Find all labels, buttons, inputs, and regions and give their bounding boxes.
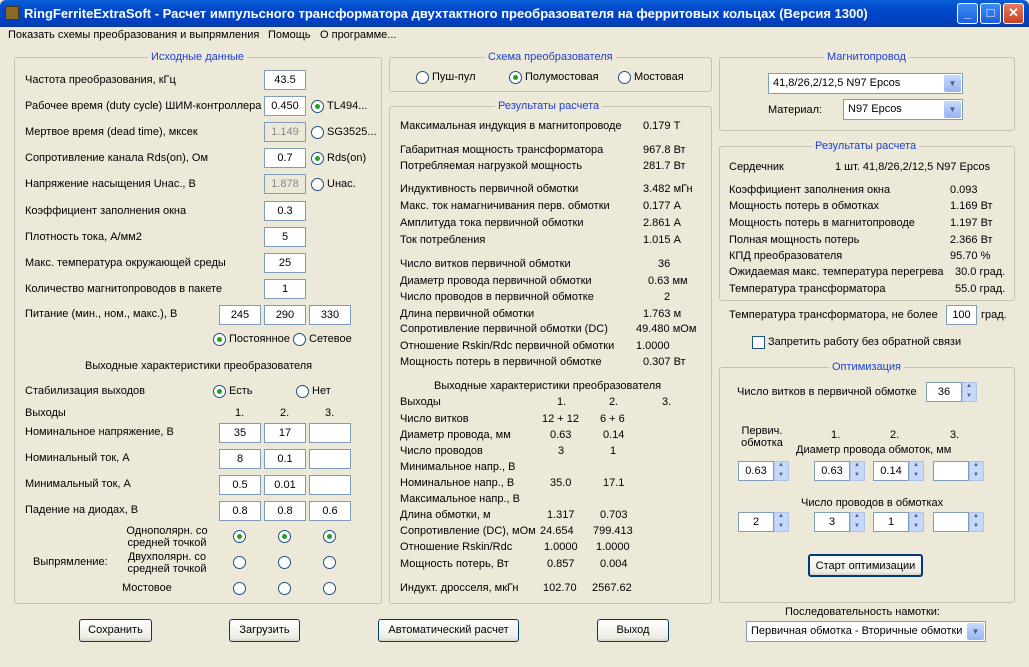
- vnom-1-input[interactable]: 35: [219, 423, 261, 443]
- core-result-label: Полная мощность потерь: [729, 234, 860, 246]
- result-value: 36: [658, 258, 671, 270]
- temp-limit-unit: град.: [981, 309, 1007, 321]
- diam-1-input[interactable]: 0.63: [814, 461, 850, 481]
- rds-opt-label: Rds(on): [327, 152, 367, 164]
- core-result-value: 1.169 Вт: [950, 200, 993, 212]
- diam-3-input[interactable]: [933, 461, 969, 481]
- usat-label: Напряжение насыщения Uнас., В: [25, 178, 196, 190]
- inom-3-input[interactable]: [309, 449, 351, 469]
- density-label: Плотность тока, А/мм2: [25, 231, 142, 243]
- wires-1-spinner[interactable]: [850, 512, 865, 532]
- imin-1-input[interactable]: 0.5: [219, 475, 261, 495]
- diam-2-input[interactable]: 0.14: [873, 461, 909, 481]
- vnom-label: Номинальное напряжение, В: [25, 426, 174, 438]
- diam-label: Диаметр провода обмоток, мм: [796, 444, 952, 456]
- out-row-label: Номинальное напр., В: [400, 477, 515, 489]
- supply-max-input[interactable]: 330: [309, 305, 351, 325]
- core-result-value: 0.093: [950, 184, 978, 196]
- vnom-3-input[interactable]: [309, 423, 351, 443]
- diam-3-spinner[interactable]: [969, 461, 984, 481]
- maximize-button[interactable]: □: [980, 3, 1001, 24]
- wires-3-spinner[interactable]: [969, 512, 984, 532]
- inom-2-input[interactable]: 0.1: [264, 449, 306, 469]
- core-results-title: Результаты расчета: [812, 140, 919, 152]
- imin-label: Минимальный ток, А: [25, 478, 131, 490]
- out-value-2: 6 + 6: [600, 413, 625, 425]
- start-optimization-button[interactable]: Старт оптимизации: [808, 554, 923, 577]
- results-output-title: Выходные характеристики преобразователя: [434, 380, 662, 392]
- out-row-label: Отношение Rskin/Rdc: [400, 541, 513, 553]
- dead-label: Мертвое время (dead time), мксек: [25, 126, 198, 138]
- result-label: Ток потребления: [400, 234, 486, 246]
- vdrop-3-input[interactable]: 0.6: [309, 501, 351, 521]
- core-result-label: КПД преобразователя: [729, 250, 843, 262]
- out-value-1: 102.70: [543, 582, 577, 594]
- duty-input[interactable]: 0.450: [264, 96, 306, 116]
- density-input[interactable]: 5: [264, 227, 306, 247]
- rect3-out1-radio[interactable]: [233, 582, 246, 595]
- core-result-value: 95.70 %: [950, 250, 991, 262]
- rect1-out1-radio[interactable]: [233, 530, 246, 543]
- material-label: Материал:: [768, 104, 823, 116]
- tl494-radio[interactable]: [311, 100, 324, 113]
- dead-input: 1.149: [264, 122, 306, 142]
- out-value-2: 17.1: [603, 477, 625, 489]
- result-label: Отношение Rskin/Rdc первичной обмотки: [400, 340, 615, 352]
- out-value-2: 2567.62: [592, 582, 632, 594]
- result-value: 0.177 А: [643, 200, 681, 212]
- inom-1-input[interactable]: 8: [219, 449, 261, 469]
- scheme-title: Схема преобразователя: [485, 51, 616, 63]
- out-row-label: Сопротивление (DC), мОм: [400, 525, 536, 537]
- results-title: Результаты расчета: [495, 100, 602, 112]
- vdrop-label: Падение на диодах, В: [25, 504, 139, 516]
- ac-label: Сетевое: [309, 333, 352, 345]
- freq-input[interactable]: 43.5: [264, 70, 306, 90]
- result-label: Сопротивление первичной обмотки (DC): [400, 323, 608, 335]
- core-result-label: Сердечник: [729, 161, 784, 173]
- out-row-label: Индукт. дросселя, мкГн: [400, 582, 519, 594]
- rect1-out2-radio[interactable]: [278, 530, 291, 543]
- temp-limit-label: Температура трансформатора, не более: [729, 309, 938, 321]
- optim-col-1: 1.: [831, 429, 841, 441]
- app-icon: [5, 6, 19, 20]
- out-row-label: Мощность потерь, Вт: [400, 558, 509, 570]
- rds-input[interactable]: 0.7: [264, 148, 306, 168]
- core-result-label: Мощность потерь в обмотках: [729, 200, 879, 212]
- result-label: Число витков первичной обмотки: [400, 258, 571, 270]
- usat-input: 1.878: [264, 174, 306, 194]
- vnom-2-input[interactable]: 17: [264, 423, 306, 443]
- title-bar: [0, 0, 1029, 27]
- supply-min-input[interactable]: 245: [219, 305, 261, 325]
- core-result-value: 1 шт. 41,8/26,2/12,5 N97 Epcos: [835, 161, 991, 173]
- wires-2-spinner[interactable]: [909, 512, 924, 532]
- core-result-value: 2.366 Вт: [950, 234, 993, 246]
- fill-input[interactable]: 0.3: [264, 201, 306, 221]
- core-result-label: Температура трансформатора: [729, 283, 886, 295]
- output-results-table: [400, 396, 700, 596]
- rect-label: Выпрямление:: [33, 556, 108, 568]
- core-result-label: Мощность потерь в магнитопроводе: [729, 217, 915, 229]
- menu-show-schemes[interactable]: Показать схемы преобразования и выпрямления: [8, 29, 260, 41]
- result-label: Макс. ток намагничивания перв. обмотки: [400, 200, 610, 212]
- cores-label: Количество магнитопроводов в пакете: [25, 283, 222, 295]
- rect-opt1-label: Однополярн. со средней точкой: [126, 525, 208, 549]
- freq-label: Частота преобразования, кГц: [25, 74, 176, 86]
- out-value-2: 1: [610, 445, 617, 457]
- stab-yes-radio[interactable]: [213, 385, 226, 398]
- pushpull-label: Пуш-пул: [432, 71, 476, 83]
- out-row-label: Длина обмотки, м: [400, 509, 491, 521]
- rect1-out3-radio[interactable]: [323, 530, 336, 543]
- rect2-out1-radio[interactable]: [233, 556, 246, 569]
- vdrop-1-input[interactable]: 0.8: [219, 501, 261, 521]
- winding-seq-label: Последовательность намотки:: [785, 606, 940, 618]
- optim-turns-input[interactable]: 36: [926, 382, 962, 402]
- ac-radio[interactable]: [293, 333, 306, 346]
- result-value: 0.63 мм: [648, 275, 688, 287]
- core-result-label: Ожидаемая макс. температура перегрева: [729, 266, 944, 278]
- tl494-label: TL494...: [327, 100, 368, 112]
- col-3: 3.: [325, 407, 335, 419]
- dc-radio[interactable]: [213, 333, 226, 346]
- diam-1-spinner[interactable]: [850, 461, 865, 481]
- out-row-label: Диаметр провода, мм: [400, 429, 511, 441]
- input-data-title: Исходные данные: [148, 51, 247, 63]
- usat-radio[interactable]: [311, 178, 324, 191]
- result-label: Индуктивность первичной обмотки: [400, 183, 579, 195]
- stab-no-label: Нет: [312, 385, 331, 397]
- material-select-value: N97 Epcos: [848, 103, 902, 115]
- core-result-value: 55.0 град.: [955, 283, 1006, 295]
- out-value-1: 24.654: [540, 525, 574, 537]
- exit-button[interactable]: Выход: [597, 619, 669, 642]
- result-value: 1.763 м: [643, 308, 682, 320]
- out-value-1: 1.0000: [544, 541, 578, 553]
- sg3525-radio[interactable]: [311, 126, 324, 139]
- optim-col-3: 3.: [950, 429, 960, 441]
- save-button[interactable]: Сохранить: [79, 619, 152, 642]
- out-row-label: Максимальное напр., В: [400, 493, 520, 505]
- result-value: 49.480 мОм: [636, 323, 697, 335]
- out-value-1: 12 + 12: [542, 413, 580, 425]
- chevron-down-icon: ▼: [967, 623, 984, 640]
- stab-label: Стабилизация выходов: [25, 385, 145, 397]
- rds-radio[interactable]: [311, 152, 324, 165]
- imin-2-input[interactable]: 0.01: [264, 475, 306, 495]
- cores-input[interactable]: 1: [264, 279, 306, 299]
- auto-calc-button[interactable]: Автоматический расчет: [378, 619, 519, 642]
- out-value-2: 0.14: [603, 429, 625, 441]
- out-row-label: Выходы: [400, 396, 441, 408]
- out-value-2: 1.0000: [596, 541, 630, 553]
- halfbridge-radio[interactable]: [509, 71, 522, 84]
- result-label: Габаритная мощность трансформатора: [400, 144, 604, 156]
- menu-bar: [0, 27, 1029, 45]
- fill-label: Коэффициент заполнения окна: [25, 205, 187, 217]
- inom-label: Номинальный ток, А: [25, 452, 130, 464]
- supply-nom-input[interactable]: 290: [264, 305, 306, 325]
- pushpull-radio[interactable]: [416, 71, 429, 84]
- chevron-down-icon: ▼: [944, 101, 961, 118]
- result-label: Максимальная индукция в магнитопроводе: [400, 120, 622, 132]
- result-label: Диаметр провода первичной обмотки: [400, 275, 592, 287]
- out-value-1: 1.317: [547, 509, 575, 521]
- rect-opt2-label: Двухполярн. со средней точкой: [127, 551, 207, 575]
- output-char-title: Выходные характеристики преобразователя: [85, 360, 313, 372]
- no-feedback-label: Запретить работу без обратной связи: [768, 336, 962, 348]
- optim-turns-label: Число витков в первичной обмотке: [737, 386, 917, 398]
- load-button[interactable]: Загрузить: [229, 619, 300, 642]
- optim-col-2: 2.: [890, 429, 900, 441]
- result-value: 3.482 мГн: [643, 183, 693, 195]
- bridge-radio[interactable]: [618, 71, 631, 84]
- core-select[interactable]: [768, 73, 963, 94]
- out-col-3: 3.: [662, 396, 672, 408]
- dc-label: Постоянное: [229, 333, 290, 345]
- result-value: 1.015 А: [643, 234, 681, 246]
- col-2: 2.: [280, 407, 290, 419]
- result-value: 2.861 А: [643, 217, 681, 229]
- core-result-label: Коэффициент заполнения окна: [729, 184, 891, 196]
- temp-input[interactable]: 25: [264, 253, 306, 273]
- result-value: 1.0000: [636, 340, 670, 352]
- halfbridge-label: Полумостовая: [525, 71, 599, 83]
- stab-yes-label: Есть: [229, 385, 253, 397]
- supply-label: Питание (мин., ном., макс.), В: [25, 308, 178, 320]
- wires-1-input[interactable]: 3: [814, 512, 850, 532]
- turns-spinner[interactable]: [962, 382, 977, 402]
- out-col-2: 2.: [609, 396, 619, 408]
- result-value: 281.7 Вт: [643, 160, 686, 172]
- out-value-2: 0.703: [600, 509, 628, 521]
- wires-primary-spinner[interactable]: [774, 512, 789, 532]
- window-title: RingFerriteExtraSoft - Расчет импульсного трансформатора двухтактного преобразователя на ферритовых кольцах (Версия 1300): [24, 6, 868, 21]
- menu-help[interactable]: Помощь: [268, 29, 311, 41]
- result-label: Число проводов в первичной обмотке: [400, 291, 594, 303]
- rds-label: Сопротивление канала Rds(on), Ом: [25, 152, 209, 164]
- out-row-label: Число проводов: [400, 445, 483, 457]
- out-row-label: Минимальное напр., В: [400, 461, 516, 473]
- close-button[interactable]: ✕: [1003, 3, 1024, 24]
- out-value-1: 3: [558, 445, 565, 457]
- result-value: 2: [664, 291, 671, 303]
- winding-seq-select[interactable]: [746, 621, 986, 642]
- out-value-1: 35.0: [550, 477, 572, 489]
- outputs-label: Выходы: [25, 407, 66, 419]
- usat-opt-label: Uнас.: [327, 178, 356, 190]
- wires-label: Число проводов в обмотках: [801, 497, 944, 509]
- result-value: 967.8 Вт: [643, 144, 686, 156]
- imin-3-input[interactable]: [309, 475, 351, 495]
- bridge-label: Мостовая: [634, 71, 684, 83]
- core-result-value: 30.0 град.: [955, 266, 1006, 278]
- temp-label: Макс. температура окружающей среды: [25, 257, 226, 269]
- wires-primary-input[interactable]: 2: [738, 512, 774, 532]
- out-row-label: Число витков: [400, 413, 469, 425]
- out-value-2: 799.413: [593, 525, 633, 537]
- rect3-out3-radio[interactable]: [323, 582, 336, 595]
- vdrop-2-input[interactable]: 0.8: [264, 501, 306, 521]
- wires-2-input[interactable]: 1: [873, 512, 909, 532]
- result-label: Потребляемая нагрузкой мощность: [400, 160, 583, 172]
- diam-primary-input[interactable]: 0.63: [738, 461, 774, 481]
- material-select[interactable]: [843, 99, 963, 120]
- out-value-2: 0.004: [600, 558, 628, 570]
- primary-label: Первич. обмотка: [741, 425, 783, 449]
- core-select-value: 41,8/26,2/12,5 N97 Epcos: [773, 77, 901, 89]
- rect2-out2-radio[interactable]: [278, 556, 291, 569]
- out-value-1: 0.63: [550, 429, 572, 441]
- sg3525-label: SG3525...: [327, 126, 377, 138]
- no-feedback-checkbox[interactable]: [752, 336, 765, 349]
- rect3-out2-radio[interactable]: [278, 582, 291, 595]
- core-title: Магнитопровод: [824, 51, 909, 63]
- diam-primary-spinner[interactable]: [774, 461, 789, 481]
- chevron-down-icon: ▼: [944, 75, 961, 92]
- core-result-value: 1.197 Вт: [950, 217, 993, 229]
- result-value: 0.307 Вт: [643, 356, 686, 368]
- optim-title: Оптимизация: [829, 361, 904, 373]
- out-col-1: 1.: [557, 396, 567, 408]
- input-data-group: [14, 57, 382, 604]
- wires-3-input[interactable]: [933, 512, 969, 532]
- result-value: 0.179 Т: [643, 120, 681, 132]
- col-1: 1.: [235, 407, 245, 419]
- result-label: Мощность потерь в первичной обмотке: [400, 356, 602, 368]
- rect2-out3-radio[interactable]: [323, 556, 336, 569]
- duty-label: Рабочее время (duty cycle) ШИМ-контроллера: [25, 100, 262, 112]
- winding-seq-value: Первичная обмотка - Вторичные обмотки: [751, 625, 963, 637]
- result-label: Длина первичной обмотки: [400, 308, 535, 320]
- menu-about[interactable]: О программе...: [320, 29, 397, 41]
- stab-no-radio[interactable]: [296, 385, 309, 398]
- diam-2-spinner[interactable]: [909, 461, 924, 481]
- rect-opt3-label: Мостовое: [122, 582, 172, 594]
- minimize-button[interactable]: _: [957, 3, 978, 24]
- result-label: Амплитуда тока первичной обмотки: [400, 217, 584, 229]
- temp-limit-input[interactable]: 100: [946, 305, 977, 325]
- out-value-1: 0.857: [547, 558, 575, 570]
